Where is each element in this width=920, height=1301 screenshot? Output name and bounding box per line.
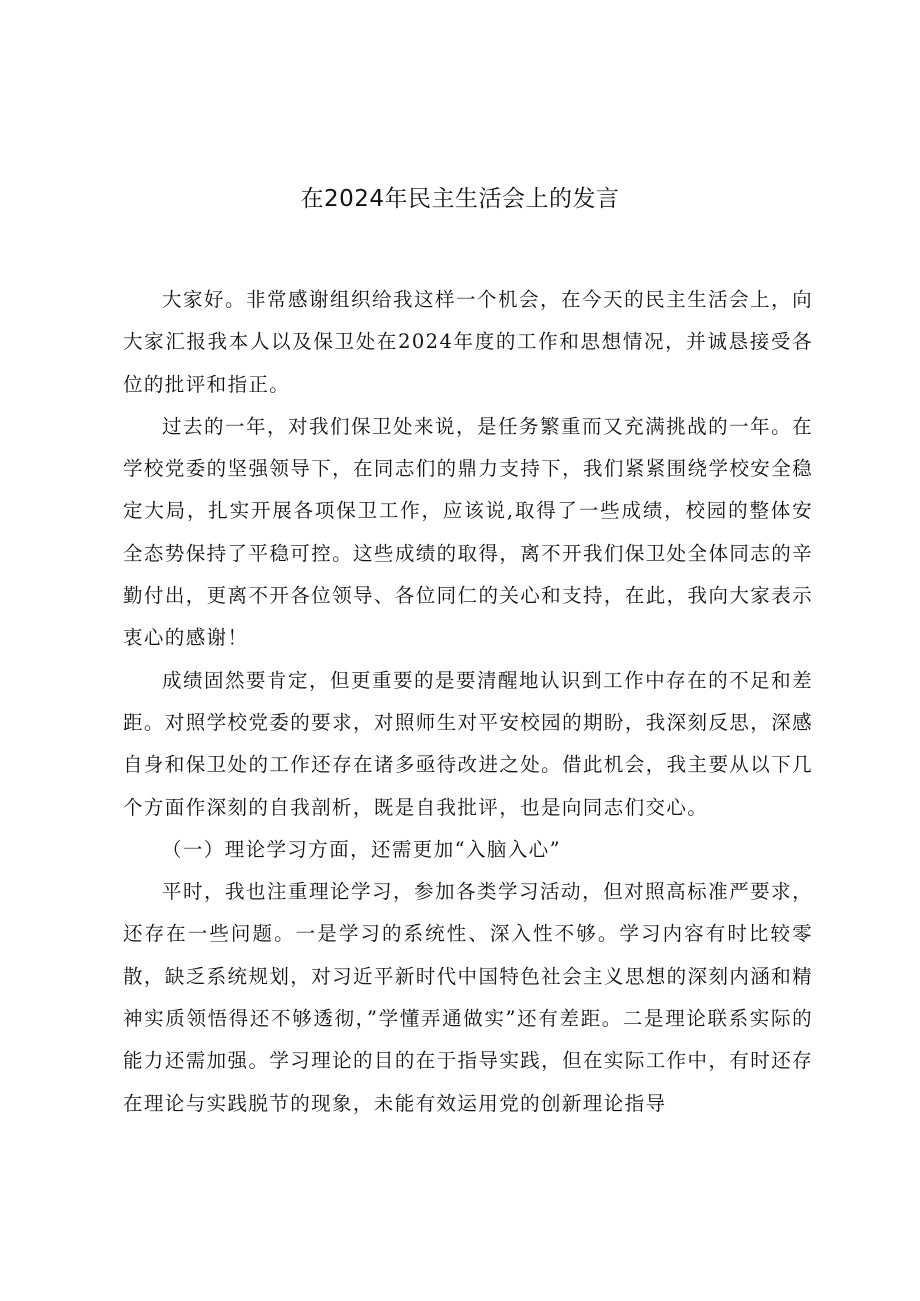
paragraph-past-year: 过去的一年，对我们保卫处来说，是任务繁重而又充满挑战的一年。在学校党委的坚强领导下，在同志们的鼎力支持下，我们紧紧围绕学校安全稳定大局，扎实开展各项保卫工作，应该说,取得了一些成绩，校园的整体安全态势保持了平稳可控。这些成绩的取得，离不开我们保卫处全体同志的辛勤付出，更离不开各位领导、各位同仁的关心和支持，在此，我向大家表示衷心的感谢！ [123, 414, 813, 650]
document-body [123, 279, 813, 1125]
paragraph-theory-study: 平时，我也注重理论学习，参加各类学习活动，但对照高标准严要求，还存在一些问题。一是学习的系统性、深入性不够。学习内容有时比较零散，缺乏系统规划，对习近平新时代中国特色社会主义思想的深刻内涵和精神实质领悟得还不够透彻，”学懂弄通做实”还有差距。二是理论联系实际的能力还需加强。学习理论的目的在于指导实践，但在实际工作中，有时还存在理论与实践脱节的现象，未能有效运用党的创新理论指导 [123, 880, 813, 1115]
paragraph-greeting: 大家好。非常感谢组织给我这样一个机会，在今天的民主生活会上，向大家汇报我本人以及保卫处在2024年度的工作和思想情况，并诚恳接受各位的批评和指正。 [123, 288, 813, 396]
paragraph-shortcomings: 成绩固然要肯定，但更重要的是要清醒地认识到工作中存在的不足和差距。对照学校党委的要求，对照师生对平安校园的期盼，我深刻反思，深感自身和保卫处的工作还存在诸多亟待改进之处。借此机会，我主要从以下几个方面作深刻的自我剖析，既是自我批评，也是向同志们交心。 [123, 668, 813, 819]
section-heading-theory-study: （一）理论学习方面，还需更加“入脑入心” [162, 837, 561, 861]
document-title: 在2024年民主生活会上的发言 [300, 186, 620, 212]
